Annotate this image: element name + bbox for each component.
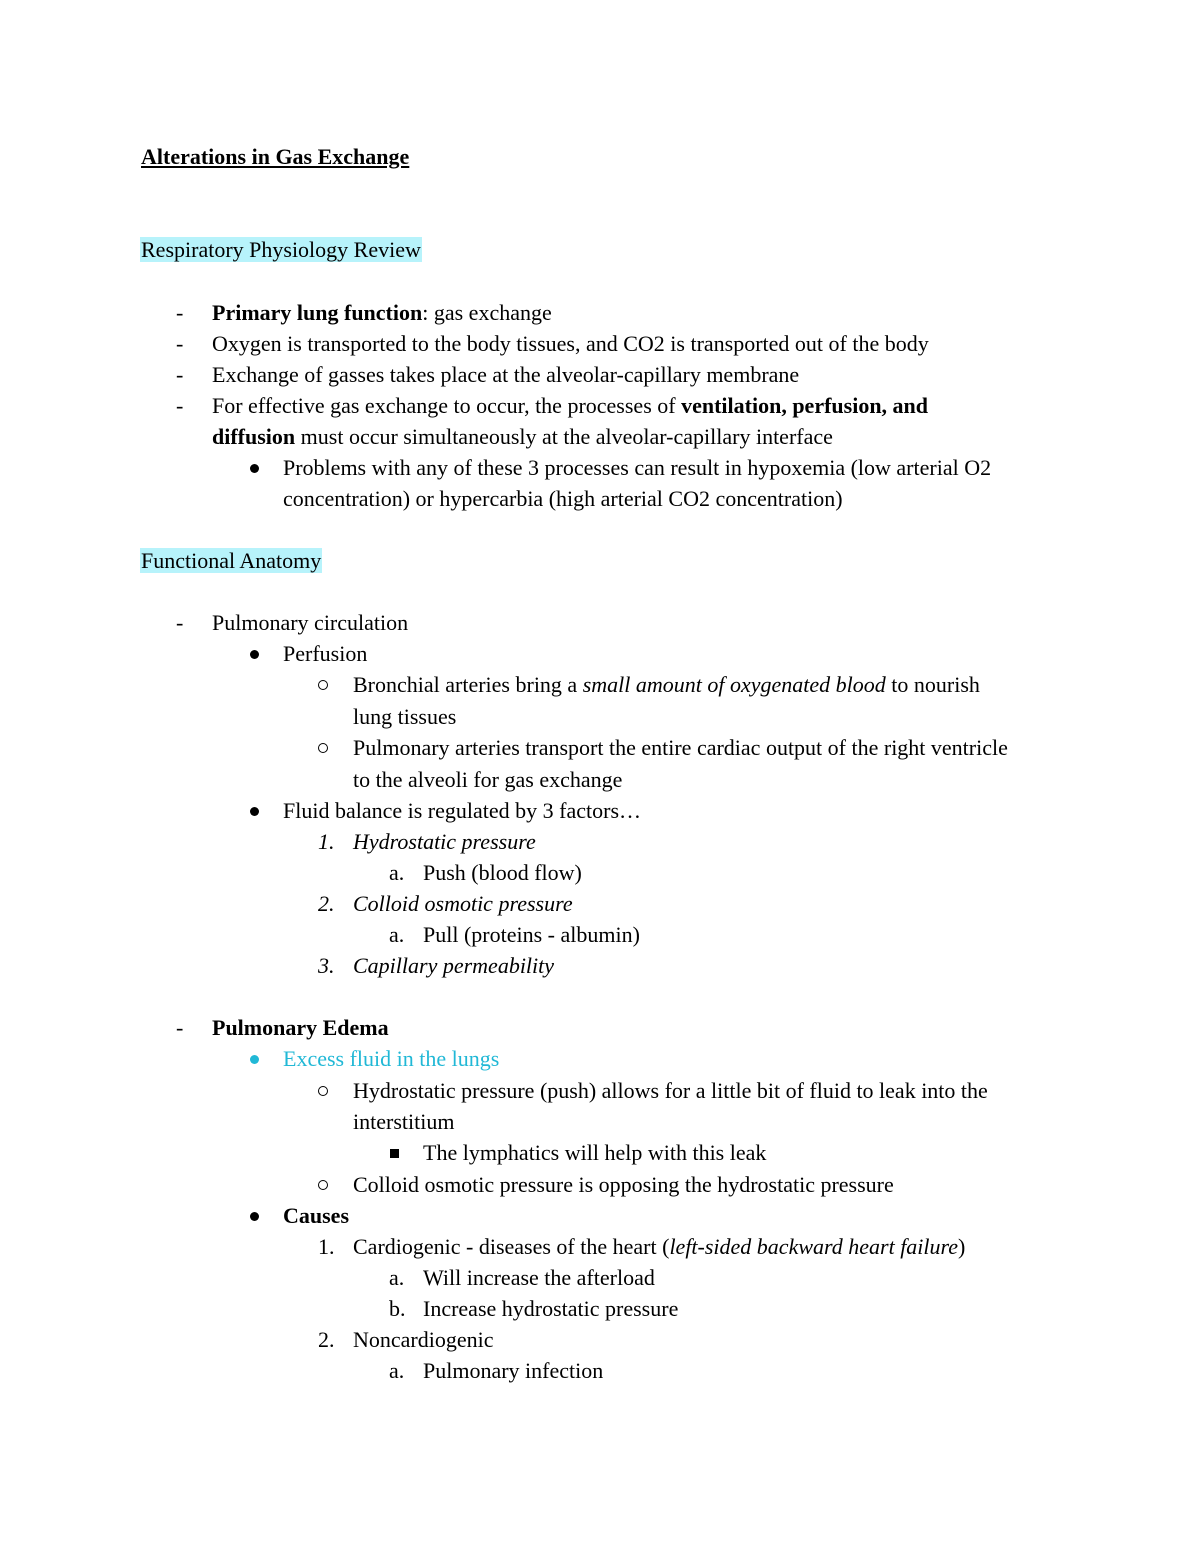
sub-sub-continuation: lung tissues (353, 704, 457, 729)
bullet-dot (250, 452, 259, 483)
factor-sub-item: Pull (proteins - albumin) (423, 922, 640, 947)
edema-heading: Pulmonary Edema (212, 1015, 389, 1040)
list-item: Exchange of gasses takes place at the alveolar-capillary membrane (212, 362, 800, 387)
list-item: Pulmonary circulation (212, 610, 409, 635)
sub-sub-item: Pulmonary arteries transport the entire cardiac output of the right ventricle (353, 735, 1008, 760)
section-heading-functional-anatomy (140, 545, 322, 576)
list-item: Oxygen is transported to the body tissues, and CO2 is transported out of the body (212, 331, 929, 356)
bullet-circle (318, 732, 328, 763)
italic-term: small amount of oxygenated blood (582, 672, 886, 697)
factor-item: Hydrostatic pressure (353, 829, 536, 854)
item-text: Cardiogenic - diseases of the heart ( (353, 1234, 670, 1259)
sub-sub-item: Hydrostatic pressure (push) allows for a little bit of fluid to leak into the (353, 1078, 988, 1103)
sub-bullet-continuation: concentration) or hypercarbia (high arterial CO2 concentration) (283, 486, 843, 511)
cause-sub-item: Increase hydrostatic pressure (423, 1296, 679, 1321)
dash-marker: - (176, 300, 184, 325)
bullet-circle (318, 1075, 328, 1106)
letter-marker: b. (389, 1296, 406, 1321)
number-marker: 1. (318, 829, 335, 854)
item-text: Bronchial arteries bring a (353, 672, 583, 697)
sub-bullet-item: Perfusion (283, 641, 368, 666)
highlighted-heading: Respiratory Physiology Review (141, 237, 421, 262)
bullet-dot (250, 638, 259, 669)
item-text: ) (958, 1234, 966, 1259)
letter-marker: a. (389, 1358, 405, 1383)
sub-bullet-item: Problems with any of these 3 processes can result in hypoxemia (low arterial O2 (283, 455, 992, 480)
dash-marker: - (176, 1015, 184, 1040)
bullet-dot (250, 1200, 259, 1231)
sub-sub-continuation: interstitium (353, 1109, 455, 1134)
bullet-dot (250, 795, 259, 826)
causes-label: Causes (283, 1203, 350, 1228)
number-marker: 3. (318, 953, 335, 978)
bullet-circle (318, 669, 328, 700)
item-text: For effective gas exchange to occur, the processes of (212, 393, 682, 418)
factor-sub-item: Push (blood flow) (423, 860, 582, 885)
number-marker: 2. (318, 891, 335, 916)
dash-marker: - (176, 362, 184, 387)
dash-marker: - (176, 331, 184, 356)
sub-sub-item (353, 669, 980, 700)
item-text: to nourish (885, 672, 980, 697)
cause-item (353, 1231, 965, 1262)
document-title: Alterations in Gas Exchange (141, 144, 410, 169)
bullet-circle (318, 1169, 328, 1200)
bullet-dot (250, 1043, 259, 1074)
factor-item: Capillary permeability (353, 953, 555, 978)
italic-term: left-sided backward heart failure (669, 1234, 959, 1259)
dash-marker: - (176, 610, 184, 635)
letter-marker: a. (389, 860, 405, 885)
factor-item: Colloid osmotic pressure (353, 891, 573, 916)
highlighted-heading: Functional Anatomy (141, 548, 322, 573)
dash-marker: - (176, 393, 184, 418)
list-item (212, 390, 928, 421)
number-marker: 2. (318, 1327, 335, 1352)
accent-bullet-item: Excess fluid in the lungs (283, 1046, 500, 1071)
level-four-item: The lymphatics will help with this leak (423, 1140, 767, 1165)
letter-marker: a. (389, 1265, 405, 1290)
sub-bullet-item: Fluid balance is regulated by 3 factors… (283, 798, 642, 823)
sub-sub-continuation: to the alveoli for gas exchange (353, 767, 623, 792)
sub-sub-item: Colloid osmotic pressure is opposing the hydrostatic pressure (353, 1172, 894, 1197)
list-item-continuation (212, 421, 833, 452)
item-text: : gas exchange (422, 300, 552, 325)
bold-term: ventilation, perfusion, and (681, 393, 929, 418)
bold-term: Primary lung function (212, 300, 423, 325)
cause-item: Noncardiogenic (353, 1327, 494, 1352)
cause-sub-item: Will increase the afterload (423, 1265, 655, 1290)
cause-sub-item: Pulmonary infection (423, 1358, 604, 1383)
list-item (212, 297, 552, 328)
number-marker: 1. (318, 1234, 335, 1259)
item-text: must occur simultaneously at the alveolar-capillary interface (295, 424, 833, 449)
bullet-square (390, 1137, 399, 1168)
bold-term: diffusion (212, 424, 296, 449)
section-heading-respiratory (140, 234, 422, 265)
letter-marker: a. (389, 922, 405, 947)
